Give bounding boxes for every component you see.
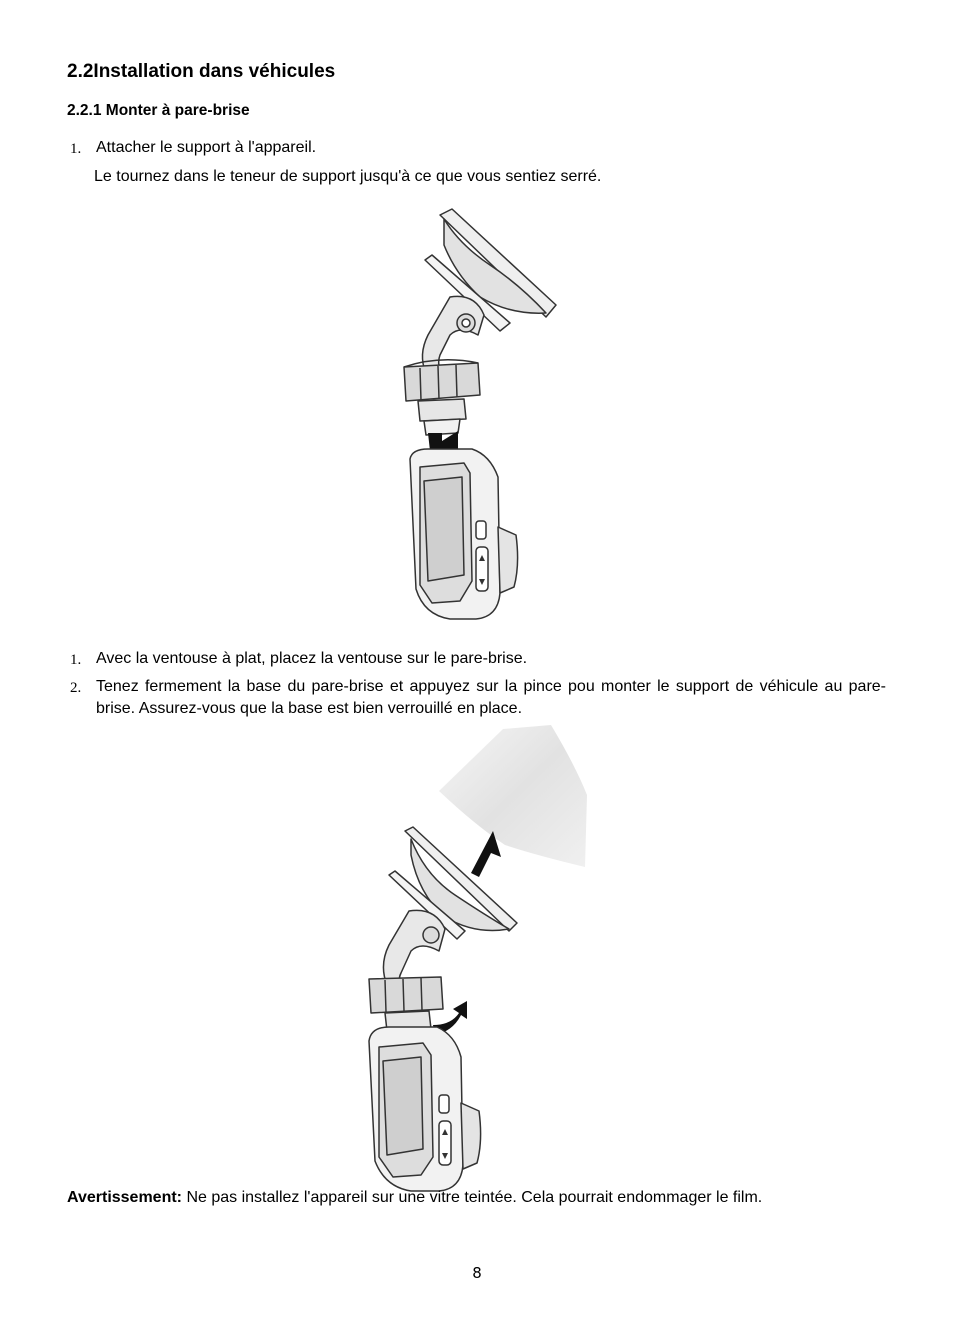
list-text: Avec la ventouse à plat, placez la ventouse sur le pare-brise.	[96, 650, 528, 667]
list-number: 2.	[70, 680, 82, 696]
list-text: Tenez fermement la base du pare-brise et appuyez sur la pince pou monter le support de véhicule au pare-brise. Assurez-vous que la base est bien verrouillé en place.	[96, 678, 886, 717]
page-number: 8	[472, 1264, 482, 1282]
section-title: 2.2Installation dans véhicules	[67, 61, 336, 82]
windshield-mount-illustration	[355, 725, 595, 1195]
list-number: 1.	[70, 652, 82, 668]
list-continuation: Le tournez dans le teneur de support jusqu'à ce que vous sentiez serré.	[94, 168, 602, 185]
list-text: Attacher le support à l'appareil.	[96, 139, 317, 156]
warning-note	[67, 1189, 762, 1207]
warning-label: Avertissement:	[67, 1189, 183, 1206]
list-number: 1.	[70, 141, 82, 157]
mount-attach-illustration	[380, 205, 580, 630]
subsection-title: 2.2.1 Monter à pare-brise	[67, 102, 250, 119]
warning-text: Ne pas installez l'appareil sur une vitre teintée. Cela pourrait endommager le film.	[182, 1189, 763, 1206]
